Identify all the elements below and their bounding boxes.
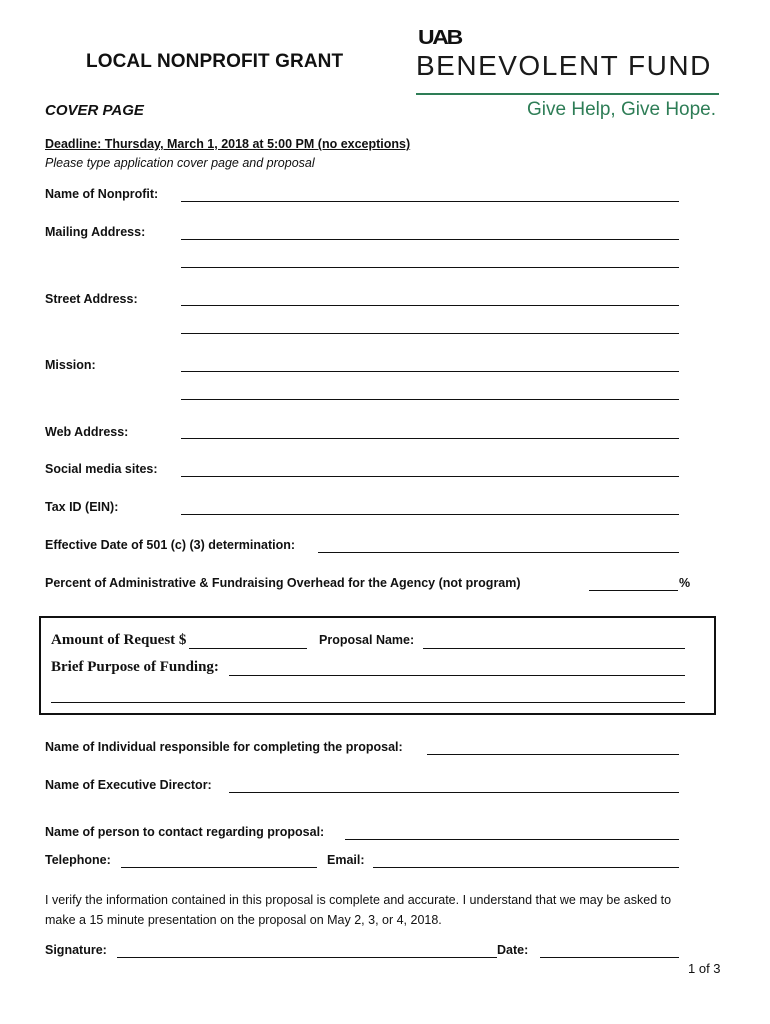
telephone-label: Telephone: (45, 853, 111, 867)
proposal-name-label: Proposal Name: (319, 633, 415, 647)
signature-field[interactable] (117, 957, 497, 958)
logo-divider (416, 93, 719, 95)
section-title: COVER PAGE (45, 102, 144, 119)
mailing-address-field-2[interactable] (181, 267, 679, 268)
amount-field[interactable] (189, 648, 307, 649)
logo-tagline: Give Help, Give Hope. (527, 99, 717, 120)
street-address-label: Street Address: (45, 292, 138, 306)
mission-field-1[interactable] (181, 371, 679, 372)
mailing-address-label: Mailing Address: (45, 225, 146, 239)
mission-field-2[interactable] (181, 399, 679, 400)
effective-date-label: Effective Date of 501 (c) (3) determination: (45, 538, 296, 552)
overhead-percent-field[interactable] (589, 590, 678, 591)
nonprofit-name-field[interactable] (181, 201, 679, 202)
web-address-label: Web Address: (45, 425, 129, 439)
form-title: LOCAL NONPROFIT GRANT (86, 51, 344, 72)
contact-person-label: Name of person to contact regarding proposal: (45, 825, 325, 839)
page-number: 1 of 3 (688, 961, 721, 976)
purpose-field-2[interactable] (51, 702, 685, 703)
email-field[interactable] (373, 867, 679, 868)
nonprofit-name-label: Name of Nonprofit: (45, 187, 159, 201)
tax-id-label: Tax ID (EIN): (45, 500, 119, 514)
social-media-label: Social media sites: (45, 462, 158, 476)
email-label: Email: (327, 853, 365, 867)
street-address-field-2[interactable] (181, 333, 679, 334)
telephone-field[interactable] (121, 867, 317, 868)
purpose-field-1[interactable] (229, 675, 685, 676)
amount-label: Amount of Request $ (51, 632, 187, 648)
percent-sign: % (679, 576, 691, 590)
logo-name: BENEVOLENT FUND (416, 50, 712, 81)
contact-person-field[interactable] (345, 839, 679, 840)
mailing-address-field-1[interactable] (181, 239, 679, 240)
date-field[interactable] (540, 957, 679, 958)
mission-label: Mission: (45, 358, 96, 372)
overhead-label: Percent of Administrative & Fundraising Overhead for the Agency (not program) (45, 576, 521, 590)
street-address-field-1[interactable] (181, 305, 679, 306)
signature-label: Signature: (45, 943, 107, 957)
effective-date-field[interactable] (318, 552, 679, 553)
proposal-name-field[interactable] (423, 648, 685, 649)
verification-statement: I verify the information contained in this proposal is complete and accurate. I understand that we may be asked to make a 15 minute presentation on the proposal on May 2, 3, or 4, 2018. (45, 893, 672, 927)
deadline-text: Deadline: Thursday, March 1, 2018 at 5:00 PM (no exceptions) (45, 137, 411, 151)
purpose-label: Brief Purpose of Funding: (51, 659, 219, 675)
executive-director-label: Name of Executive Director: (45, 778, 212, 792)
date-label: Date: (497, 943, 529, 957)
executive-director-field[interactable] (229, 792, 679, 793)
uab-logo-mark: UAB (418, 27, 461, 49)
responsible-field[interactable] (427, 754, 679, 755)
web-address-field[interactable] (181, 438, 679, 439)
instructions-text: Please type application cover page and proposal (45, 156, 315, 170)
tax-id-field[interactable] (181, 514, 679, 515)
social-media-field[interactable] (181, 476, 679, 477)
responsible-label: Name of Individual responsible for completing the proposal: (45, 740, 403, 754)
